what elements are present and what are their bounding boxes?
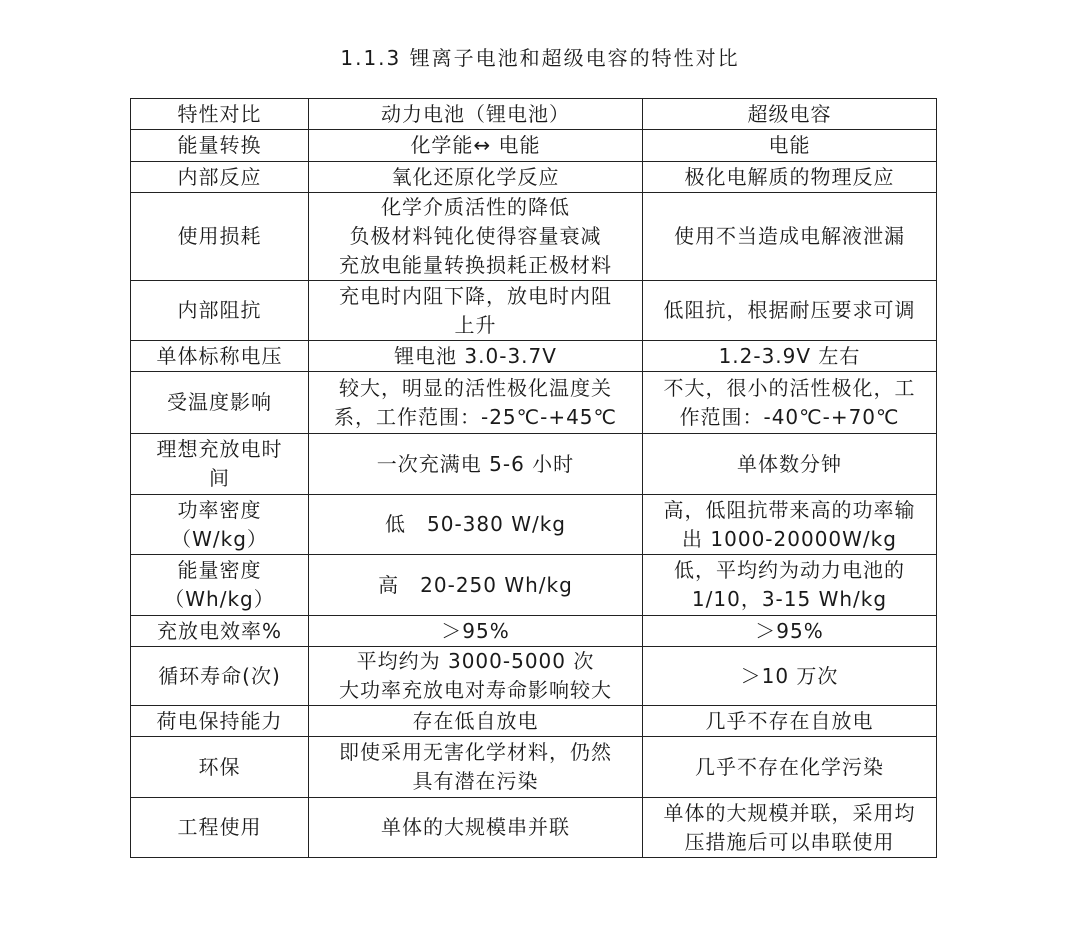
cell-battery xyxy=(309,130,643,162)
table-row xyxy=(131,555,937,616)
cell-capacitor xyxy=(643,616,937,647)
cell-text: 低阻抗，根据耐压要求可调 xyxy=(663,298,916,322)
cell-text: 功率密度 xyxy=(177,497,262,522)
table-row xyxy=(131,434,937,495)
cell-text: 循环寿命(次) xyxy=(158,663,281,688)
cell-capacitor xyxy=(643,193,937,281)
cell-text: 即使采用无害化学材料，仍然 xyxy=(339,740,612,764)
cell-text: 充放电能量转换损耗正极材料 xyxy=(339,253,612,277)
cell-text: 高 20-250 Wh/kg xyxy=(378,572,573,597)
cell-text: 大功率充放电对寿命影响较大 xyxy=(339,678,612,702)
cell-text: 单体的大规模串并联 xyxy=(381,815,570,839)
cell-battery xyxy=(309,647,643,706)
cell-property xyxy=(131,798,309,858)
header-property: 特性对比 xyxy=(131,99,309,130)
table-row xyxy=(131,706,937,737)
cell-text: 几乎不存在自放电 xyxy=(705,708,874,733)
cell-text: 能量密度 xyxy=(177,558,262,582)
cell-property xyxy=(131,162,309,193)
table-row xyxy=(131,130,937,162)
cell-text: 低，平均约为动力电池的 xyxy=(674,558,905,582)
cell-text: 能量转换 xyxy=(177,133,262,157)
cell-property xyxy=(131,372,309,434)
section-title: 1.1.3 锂离子电池和超级电容的特性对比 xyxy=(340,46,740,70)
cell-text: 单体数分钟 xyxy=(737,451,842,476)
cell-battery xyxy=(309,555,643,616)
table-row xyxy=(131,616,937,647)
cell-text: 1/10，3-15 Wh/kg xyxy=(691,587,888,611)
cell-capacitor xyxy=(643,341,937,372)
cell-text: ＞95% xyxy=(441,618,510,643)
cell-property xyxy=(131,341,309,372)
table-row xyxy=(131,372,937,434)
table-row xyxy=(131,281,937,341)
comparison-table xyxy=(130,98,937,858)
cell-capacitor xyxy=(643,555,937,616)
cell-text: 较大，明显的活性极化温度关 xyxy=(339,375,612,400)
cell-text: 使用损耗 xyxy=(177,224,262,248)
cell-text: 极化电解质的物理反应 xyxy=(684,164,895,189)
cell-text: 低 50-380 W/kg xyxy=(385,512,566,536)
cell-text: 平均约为 3000-5000 次 xyxy=(356,649,595,673)
cell-capacitor xyxy=(643,372,937,434)
cell-battery xyxy=(309,162,643,193)
cell-text: 化学能↔ 电能 xyxy=(410,133,541,157)
cell-capacitor xyxy=(643,495,937,555)
cell-battery xyxy=(309,737,643,798)
cell-text: 充电时内阻下降，放电时内阻 xyxy=(339,283,612,308)
table-row xyxy=(131,341,937,372)
cell-battery xyxy=(309,341,643,372)
cell-text: 理想充放电时 xyxy=(156,437,283,461)
cell-text: 存在低自放电 xyxy=(412,708,539,733)
cell-battery xyxy=(309,193,643,281)
cell-text: 环保 xyxy=(198,754,241,779)
cell-capacitor xyxy=(643,706,937,737)
cell-text: 荷电保持能力 xyxy=(156,708,283,733)
cell-capacitor xyxy=(643,130,937,162)
cell-capacitor xyxy=(643,281,937,341)
cell-text: 锂电池 3.0-3.7V xyxy=(394,343,557,368)
cell-capacitor xyxy=(643,434,937,495)
cell-text: 高，低阻抗带来高的功率输 xyxy=(663,497,916,522)
cell-battery xyxy=(309,372,643,434)
cell-battery xyxy=(309,434,643,495)
table-row xyxy=(131,495,937,555)
cell-capacitor xyxy=(643,737,937,798)
cell-battery xyxy=(309,281,643,341)
cell-text: 负极材料钝化使得容量衰减 xyxy=(349,224,602,248)
cell-property xyxy=(131,555,309,616)
cell-text: 内部反应 xyxy=(177,164,262,189)
cell-property xyxy=(131,434,309,495)
table-row xyxy=(131,647,937,706)
table-header-row xyxy=(131,99,937,130)
cell-property xyxy=(131,495,309,555)
cell-capacitor xyxy=(643,798,937,858)
cell-text: 系，工作范围：-25℃-+45℃ xyxy=(333,404,617,429)
cell-text: 间 xyxy=(209,466,230,490)
cell-text: 充放电效率% xyxy=(156,618,282,643)
cell-text: 单体标称电压 xyxy=(156,343,283,368)
cell-text: 单体的大规模并联，采用均 xyxy=(663,800,916,825)
cell-text: 1.2-3.9V 左右 xyxy=(718,343,861,368)
cell-text: ＞10 万次 xyxy=(740,663,839,688)
cell-property xyxy=(131,193,309,281)
cell-text: 使用不当造成电解液泄漏 xyxy=(674,224,905,248)
cell-capacitor xyxy=(643,162,937,193)
cell-text: 工程使用 xyxy=(177,815,262,839)
cell-property xyxy=(131,130,309,162)
header-battery: 动力电池（锂电池） xyxy=(309,99,643,130)
cell-property xyxy=(131,737,309,798)
cell-property xyxy=(131,706,309,737)
cell-text: 压措施后可以串联使用 xyxy=(684,829,895,854)
cell-text: 具有潜在污染 xyxy=(412,769,539,793)
cell-text: 出 1000-20000W/kg xyxy=(682,526,897,551)
cell-text: 不大，很小的活性极化，工 xyxy=(663,375,916,400)
table-row xyxy=(131,798,937,858)
cell-text: 化学介质活性的降低 xyxy=(381,195,570,219)
cell-battery xyxy=(309,798,643,858)
cell-text: 氧化还原化学反应 xyxy=(391,164,560,189)
cell-text: 受温度影响 xyxy=(167,390,272,414)
cell-text: ＞95% xyxy=(755,618,824,643)
cell-text: 几乎不存在化学污染 xyxy=(695,754,884,779)
cell-battery xyxy=(309,495,643,555)
cell-text: 内部阻抗 xyxy=(177,298,262,322)
cell-battery xyxy=(309,616,643,647)
cell-property xyxy=(131,647,309,706)
cell-text: 上升 xyxy=(454,312,497,337)
cell-battery xyxy=(309,706,643,737)
cell-capacitor xyxy=(643,647,937,706)
cell-text: （Wh/kg） xyxy=(164,587,275,611)
cell-property xyxy=(131,281,309,341)
cell-property xyxy=(131,616,309,647)
cell-text: 电能 xyxy=(768,133,811,157)
table-row xyxy=(131,737,937,798)
cell-text: 一次充满电 5-6 小时 xyxy=(376,451,575,476)
table-row xyxy=(131,162,937,193)
table-row xyxy=(131,193,937,281)
cell-text: （W/kg） xyxy=(171,526,268,551)
header-capacitor: 超级电容 xyxy=(643,99,937,130)
cell-text: 作范围：-40℃-+70℃ xyxy=(679,404,900,429)
